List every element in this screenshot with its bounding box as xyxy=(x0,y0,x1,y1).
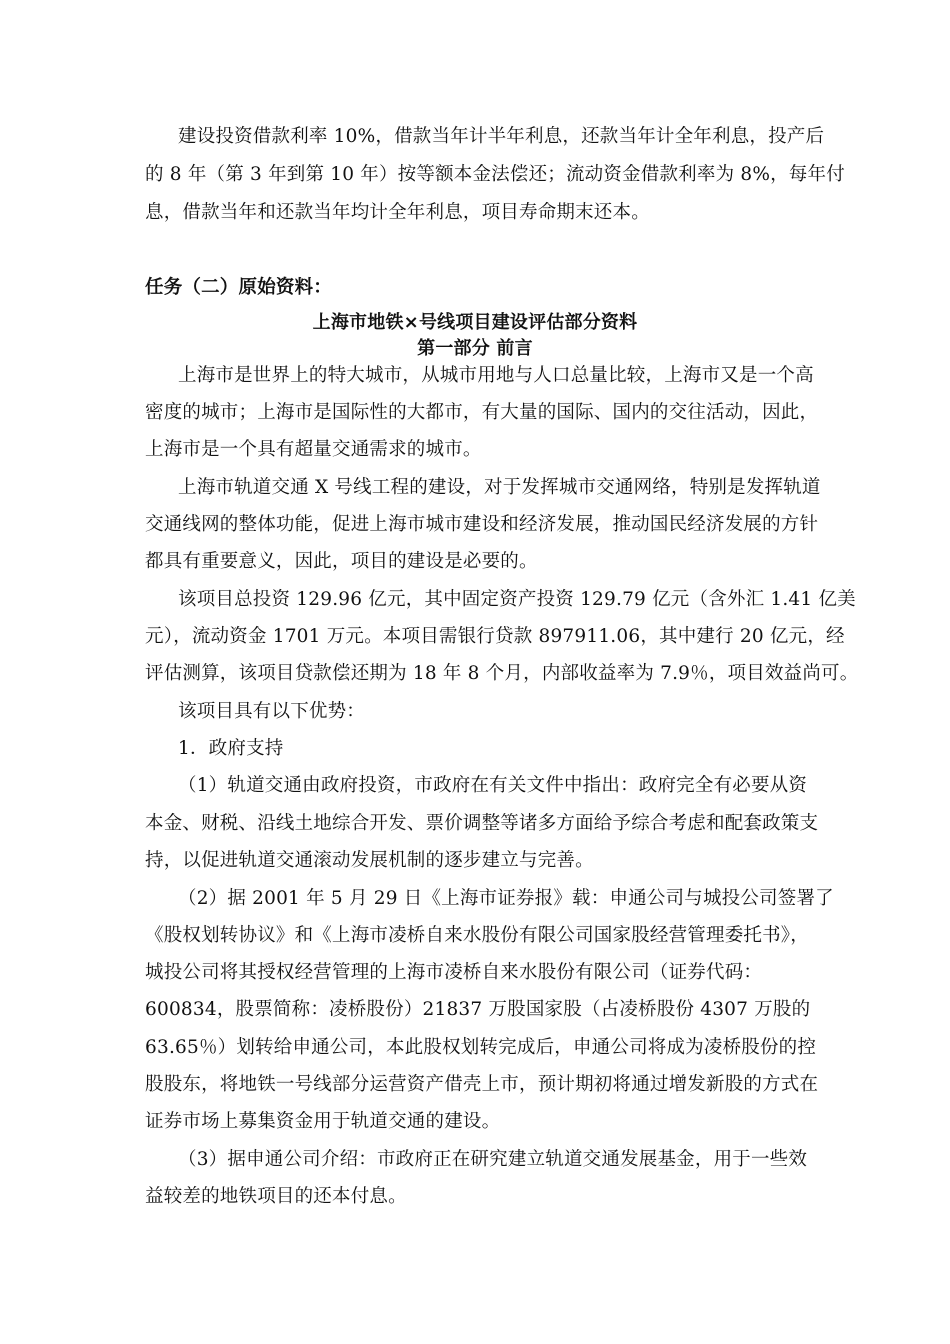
paragraph-line: 上海市是世界上的特大城市，从城市用地与人口总量比较，上海市又是一个高 xyxy=(178,365,814,386)
task-heading: 任务（二）原始资料： xyxy=(145,277,333,298)
paragraph-line: （1）轨道交通由政府投资，市政府在有关文件中指出：政府完全有必要从资 xyxy=(178,775,808,796)
paragraph-line: 持，以促进轨道交通滚动发展机制的逐步建立与完善。 xyxy=(145,850,594,871)
paragraph-line: 密度的城市；上海市是国际性的大都市，有大量的国际、国内的交往活动，因此， xyxy=(145,402,819,423)
paragraph-line: 上海市是一个具有超量交通需求的城市。 xyxy=(145,439,482,460)
section-title: 第一部分 前言 xyxy=(417,338,533,359)
intro-line-3: 息，借款当年和还款当年均计全年利息，项目寿命期末还本。 xyxy=(145,202,650,223)
paragraph-line: （2）据 2001 年 5 月 29 日《上海市证券报》载：申通公司与城投公司签署了 xyxy=(178,888,834,909)
intro-line-1: 建设投资借款利率 10%，借款当年计半年利息，还款当年计全年利息，投产后 xyxy=(178,126,825,147)
paragraph-line: 63.65％）划转给申通公司，本此股权划转完成后，申通公司将成为凌桥股份的控 xyxy=(145,1037,817,1058)
paragraph-line: 该项目总投资 129.96 亿元，其中固定资产投资 129.79 亿元（含外汇 1.41 亿美 xyxy=(178,589,856,610)
paragraph-line: 城投公司将其授权经营管理的上海市凌桥自来水股份有限公司（证券代码： xyxy=(145,962,763,983)
paragraph-line: 股股东，将地铁一号线部分运营资产借壳上市，预计期初将通过增发新股的方式在 xyxy=(145,1074,819,1095)
doc-title: 上海市地铁×号线项目建设评估部分资料 xyxy=(312,312,638,333)
item-heading-government-support: 1．政府支持 xyxy=(178,738,284,759)
paragraph-line: 《股权划转协议》和《上海市凌桥自来水股份有限公司国家股经营管理委托书》， xyxy=(145,925,809,946)
paragraph-line: 交通线网的整体功能，促进上海市城市建设和经济发展，推动国民经济发展的方针 xyxy=(145,514,819,535)
paragraph-line: 证券市场上募集资金用于轨道交通的建设。 xyxy=(145,1111,501,1132)
paragraph-line: 本金、财税、沿线土地综合开发、票价调整等诸多方面给予综合考虑和配套政策支 xyxy=(145,813,819,834)
intro-line-2: 的 8 年（第 3 年到第 10 年）按等额本金法偿还；流动资金借款利率为 8%，每年付 xyxy=(145,164,845,185)
advantages-intro: 该项目具有以下优势： xyxy=(178,701,366,722)
paragraph-line: 元），流动资金 1701 万元。本项目需银行贷款 897911.06，其中建行 20 亿元，经 xyxy=(145,626,845,647)
paragraph-line: 600834，股票简称：凌桥股份）21837 万股国家股（占凌桥股份 4307 万股的 xyxy=(145,999,811,1020)
paragraph-line: 益较差的地铁项目的还本付息。 xyxy=(145,1186,407,1207)
paragraph-line: （3）据申通公司介绍：市政府正在研究建立轨道交通发展基金，用于一些效 xyxy=(178,1149,808,1170)
paragraph-line: 上海市轨道交通 X 号线工程的建设，对于发挥城市交通网络，特别是发挥轨道 xyxy=(178,477,821,498)
paragraph-line: 都具有重要意义，因此，项目的建设是必要的。 xyxy=(145,551,538,572)
paragraph-line: 评估测算，该项目贷款偿还期为 18 年 8 个月，内部收益率为 7.9％，项目效益尚可。 xyxy=(145,663,859,684)
